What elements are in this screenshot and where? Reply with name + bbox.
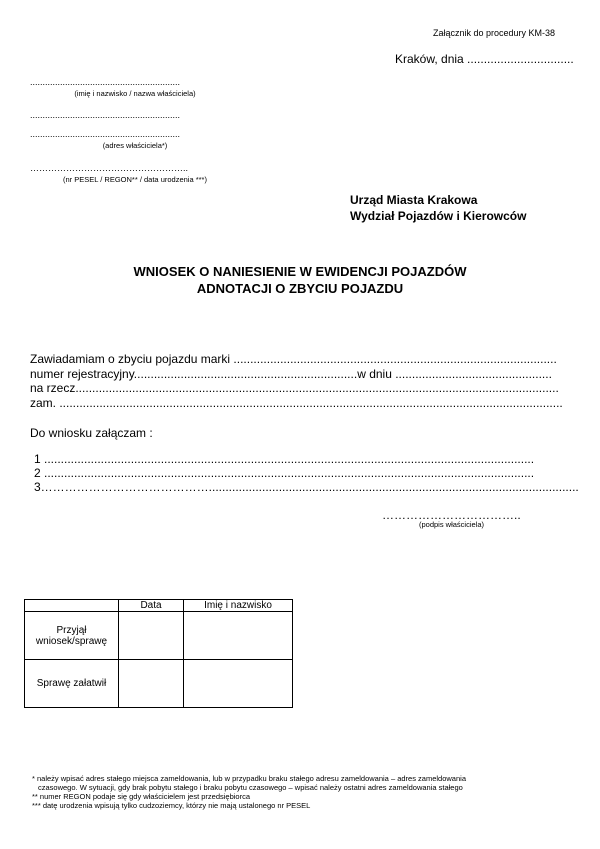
row-label-received — [25, 612, 119, 660]
footnote-1b: czasowego. W sytuacji, gdy brak pobytu stałego i braku pobytu czasowego – wpisać należy ostatni adres zameldowania stałego — [38, 783, 463, 792]
owner-id-line[interactable]: …………………………………………….. — [30, 163, 189, 173]
received-date-cell[interactable] — [119, 612, 184, 660]
footnote-3: *** datę urodzenia wpisują tylko cudzoziemcy, którzy nie mają ustalonego nr PESEL — [32, 801, 311, 810]
attachment-note: Załącznik do procedury KM-38 — [433, 28, 556, 38]
form-title-line-1: WNIOSEK O NANIESIENIE W EWIDENCJI POJAZDÓW — [133, 264, 467, 279]
attachment-line-3[interactable]: 3……………………………………............................................................................................................... — [34, 480, 579, 494]
received-name-cell[interactable] — [184, 612, 293, 660]
vehicle-make-field[interactable]: Zawiadamiam o zbyciu pojazdu marki ................................................................................................. — [30, 352, 557, 366]
place-date-field[interactable]: Kraków, dnia ................................ — [395, 52, 574, 66]
form-title-line-2: ADNOTACJI O ZBYCIU POJAZDU — [196, 281, 404, 296]
buyer-field[interactable]: na rzecz................................................................................................................................................. — [30, 381, 559, 395]
registry-table — [24, 599, 293, 708]
buyer-address-field[interactable]: zam. ....................................................................................................................................................... — [30, 396, 563, 410]
owner-address-label: (adres właściciela*) — [102, 141, 168, 150]
owner-address-line-2[interactable]: ............................................................ — [30, 129, 181, 139]
attachment-line-2[interactable]: 2 ................................................................................................................................................... — [34, 466, 535, 480]
col-header-date: Data — [119, 600, 184, 612]
recipient-office: Urząd Miasta Krakowa — [350, 193, 478, 207]
row-label-handled: Sprawę załatwił — [25, 660, 119, 708]
table-corner — [25, 600, 119, 612]
row-label-received-b: wniosek/sprawę — [35, 635, 108, 647]
handled-date-cell[interactable] — [119, 660, 184, 708]
attachments-heading: Do wniosku załączam : — [30, 426, 153, 440]
col-header-name: Imię i nazwisko — [184, 600, 293, 612]
owner-name-label: (imię i nazwisko / nazwa właściciela) — [74, 89, 196, 98]
owner-address-line-1[interactable]: ............................................................ — [30, 110, 181, 120]
attachment-line-1[interactable]: 1 ................................................................................................................................................... — [34, 452, 535, 466]
recipient-department: Wydział Pojazdów i Kierowców — [350, 209, 527, 223]
footnote-2: ** numer REGON podaje się gdy właścicielem jest przedsiębiorca — [32, 792, 251, 801]
owner-name-line[interactable]: ............................................................ — [30, 77, 181, 87]
signature-label: (podpis właściciela) — [419, 520, 485, 529]
handled-name-cell[interactable] — [184, 660, 293, 708]
owner-id-label: (nr PESEL / REGON** / data urodzenia ***) — [63, 175, 207, 184]
row-label-received-a: Przyjął — [56, 624, 87, 636]
registration-date-field[interactable]: numer rejestracyjny...................................................................w dniu ............................................... — [30, 367, 552, 381]
footnote-1a: * należy wpisać adres stałego miejsca zameldowania, lub w przypadku braku stałego adresu zameldowania – adres zameldowania — [32, 774, 466, 783]
signature-line[interactable]: …………………………….. — [382, 508, 521, 522]
